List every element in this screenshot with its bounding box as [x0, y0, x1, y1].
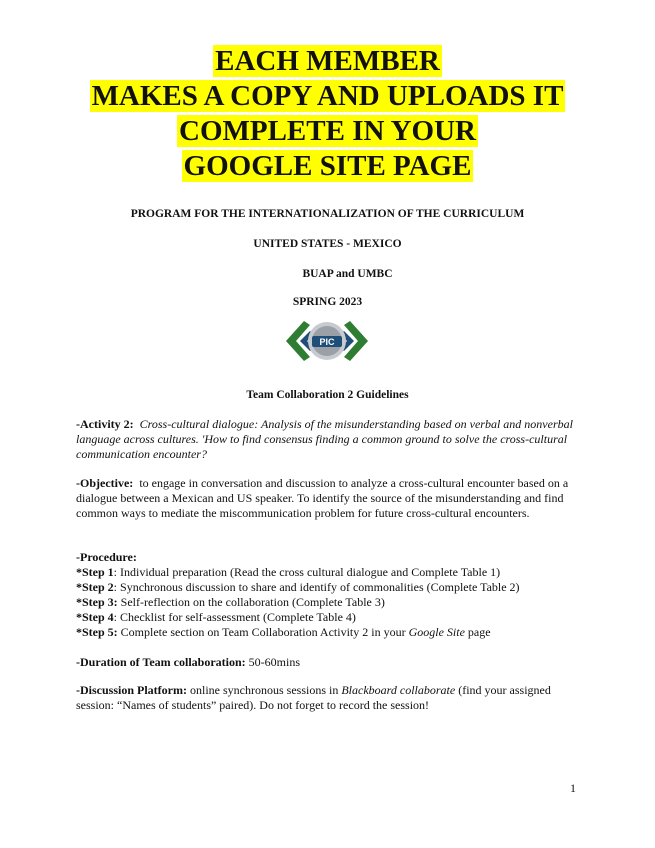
activity-text: Cross-cultural dialogue: Analysis of the misunderstanding based on verbal and nonverbal language across cultures. 'How to find consensus finding a common ground to solve the cross-cultural communication encounter?	[76, 417, 573, 461]
duration-text: 50-60mins	[245, 655, 301, 669]
activity-section	[76, 417, 576, 462]
platform-name: Blackboard collaborate	[341, 683, 456, 697]
term-line: SPRING 2023	[292, 296, 363, 308]
universities-line: BUAP and UMBC	[302, 268, 393, 280]
duration-section	[76, 655, 576, 670]
objective-label: -Objective:	[76, 476, 134, 490]
objective-section	[76, 476, 576, 521]
countries-line: UNITED STATES - MEXICO	[253, 238, 402, 250]
procedure-step: *Step 5: Complete section on Team Collaboration Activity 2 in your Google Site page	[76, 625, 491, 639]
procedure-label: -Procedure:	[76, 550, 137, 564]
program-title: PROGRAM FOR THE INTERNATIONALIZATION OF THE CURRICULUM	[130, 208, 525, 220]
objective-text: to engage in conversation and discussion to analyze a cross-cultural encounter based on a dialogue between a Mexican and US speaker. To identify the source of the misunderstanding and find common ways to mediate the miscommunication problem for future cross-cultural encounters.	[76, 476, 569, 520]
banner-line-1: EACH MEMBER	[215, 45, 440, 77]
banner-line-2: MAKES A COPY AND UPLOADS IT	[91, 80, 564, 112]
procedure-step: *Step 3: Self-reflection on the collaboration (Complete Table 3)	[76, 595, 385, 609]
logo-text: PIC	[319, 337, 335, 347]
platform-section: -Discussion Platform: online synchronous sessions in Blackboard collaborate (find your assigned session: “Names of students” paired). Do not forget to record the session!	[76, 683, 551, 712]
pic-logo	[284, 314, 370, 368]
procedure-step: *Step 4: Checklist for self-assessment (Complete Table 4)	[76, 610, 356, 624]
procedure-step: *Step 2: Synchronous discussion to share and identify of commonalities (Complete Table 2)	[76, 580, 520, 594]
procedure-section	[76, 550, 576, 640]
banner-line-3: COMPLETE IN YOUR	[179, 115, 476, 147]
procedure-step: *Step 1: Individual preparation (Read the cross cultural dialogue and Complete Table 1)	[76, 565, 501, 579]
banner-line-4: GOOGLE SITE PAGE	[183, 150, 472, 182]
page-number: 1	[570, 781, 576, 795]
platform-label: -Discussion Platform:	[76, 683, 187, 697]
activity-label: -Activity 2:	[76, 417, 134, 431]
duration-label: -Duration of Team collaboration:	[76, 655, 246, 669]
guidelines-title: Team Collaboration 2 Guidelines	[246, 389, 409, 401]
